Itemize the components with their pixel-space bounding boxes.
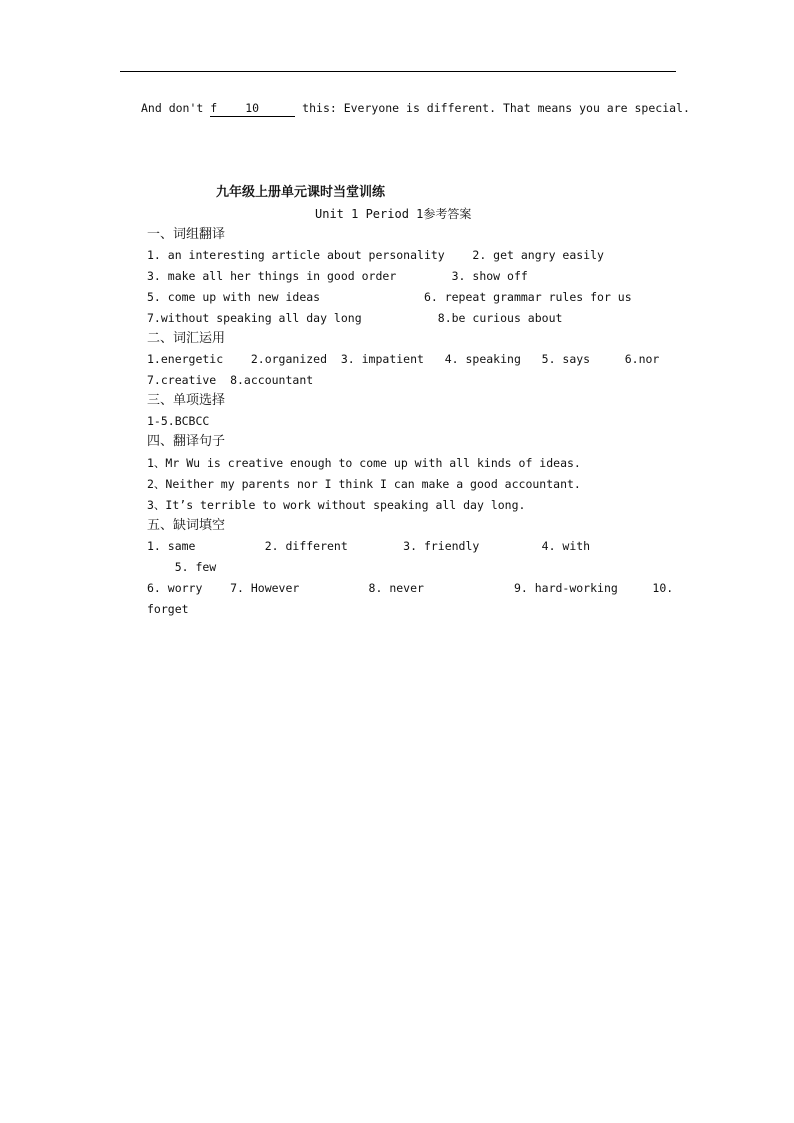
section-heading: 五、缺词填空 [147, 518, 226, 533]
answer-line: 7.without speaking all day long 8.be curious about [147, 311, 563, 325]
section-heading: 三、单项选择 [147, 393, 226, 408]
section-heading: 一、词组翻译 [147, 227, 226, 242]
answer-line: 5. come up with new ideas 6. repeat grammar rules for us [147, 290, 632, 304]
answer-line: 6. worry 7. However 8. never 9. hard-working 10. [147, 581, 674, 595]
section-heading: 四、翻译句子 [147, 434, 226, 449]
answer-subtitle: Unit 1 Period 1参考答案 [315, 207, 472, 221]
answer-line: 3. make all her things in good order 3. show off [147, 269, 528, 283]
answer-line: 3、It’s terrible to work without speaking all day long. [147, 498, 526, 512]
section-heading: 二、词汇运用 [147, 331, 226, 346]
answer-line: 1、Mr Wu is creative enough to come up with all kinds of ideas. [147, 456, 581, 470]
sentence-end: this: Everyone is different. That means you are special. [295, 101, 690, 115]
answer-line: 1. an interesting article about personality 2. get angry easily [147, 248, 604, 262]
answer-line: 5. few [147, 560, 217, 574]
answer-line: 7.creative 8.accountant [147, 373, 314, 387]
answer-line: 1. same 2. different 3. friendly 4. with [147, 539, 591, 553]
answer-title: 九年级上册单元课时当堂训练 [216, 185, 386, 200]
blank-number: 10 [245, 101, 260, 115]
header-rule [120, 71, 676, 72]
answer-line: forget [147, 602, 189, 616]
blank-10 [210, 101, 295, 117]
cloze-last-sentence [141, 99, 690, 117]
answer-line: 1.energetic 2.organized 3. impatient 4. speaking 5. says 6.nor [147, 352, 660, 366]
blank-letter: f [210, 101, 218, 115]
answer-line: 2、Neither my parents nor I think I can make a good accountant. [147, 477, 581, 491]
answer-line: 1-5.BCBCC [147, 414, 210, 428]
sentence-start: And don't [141, 101, 211, 115]
